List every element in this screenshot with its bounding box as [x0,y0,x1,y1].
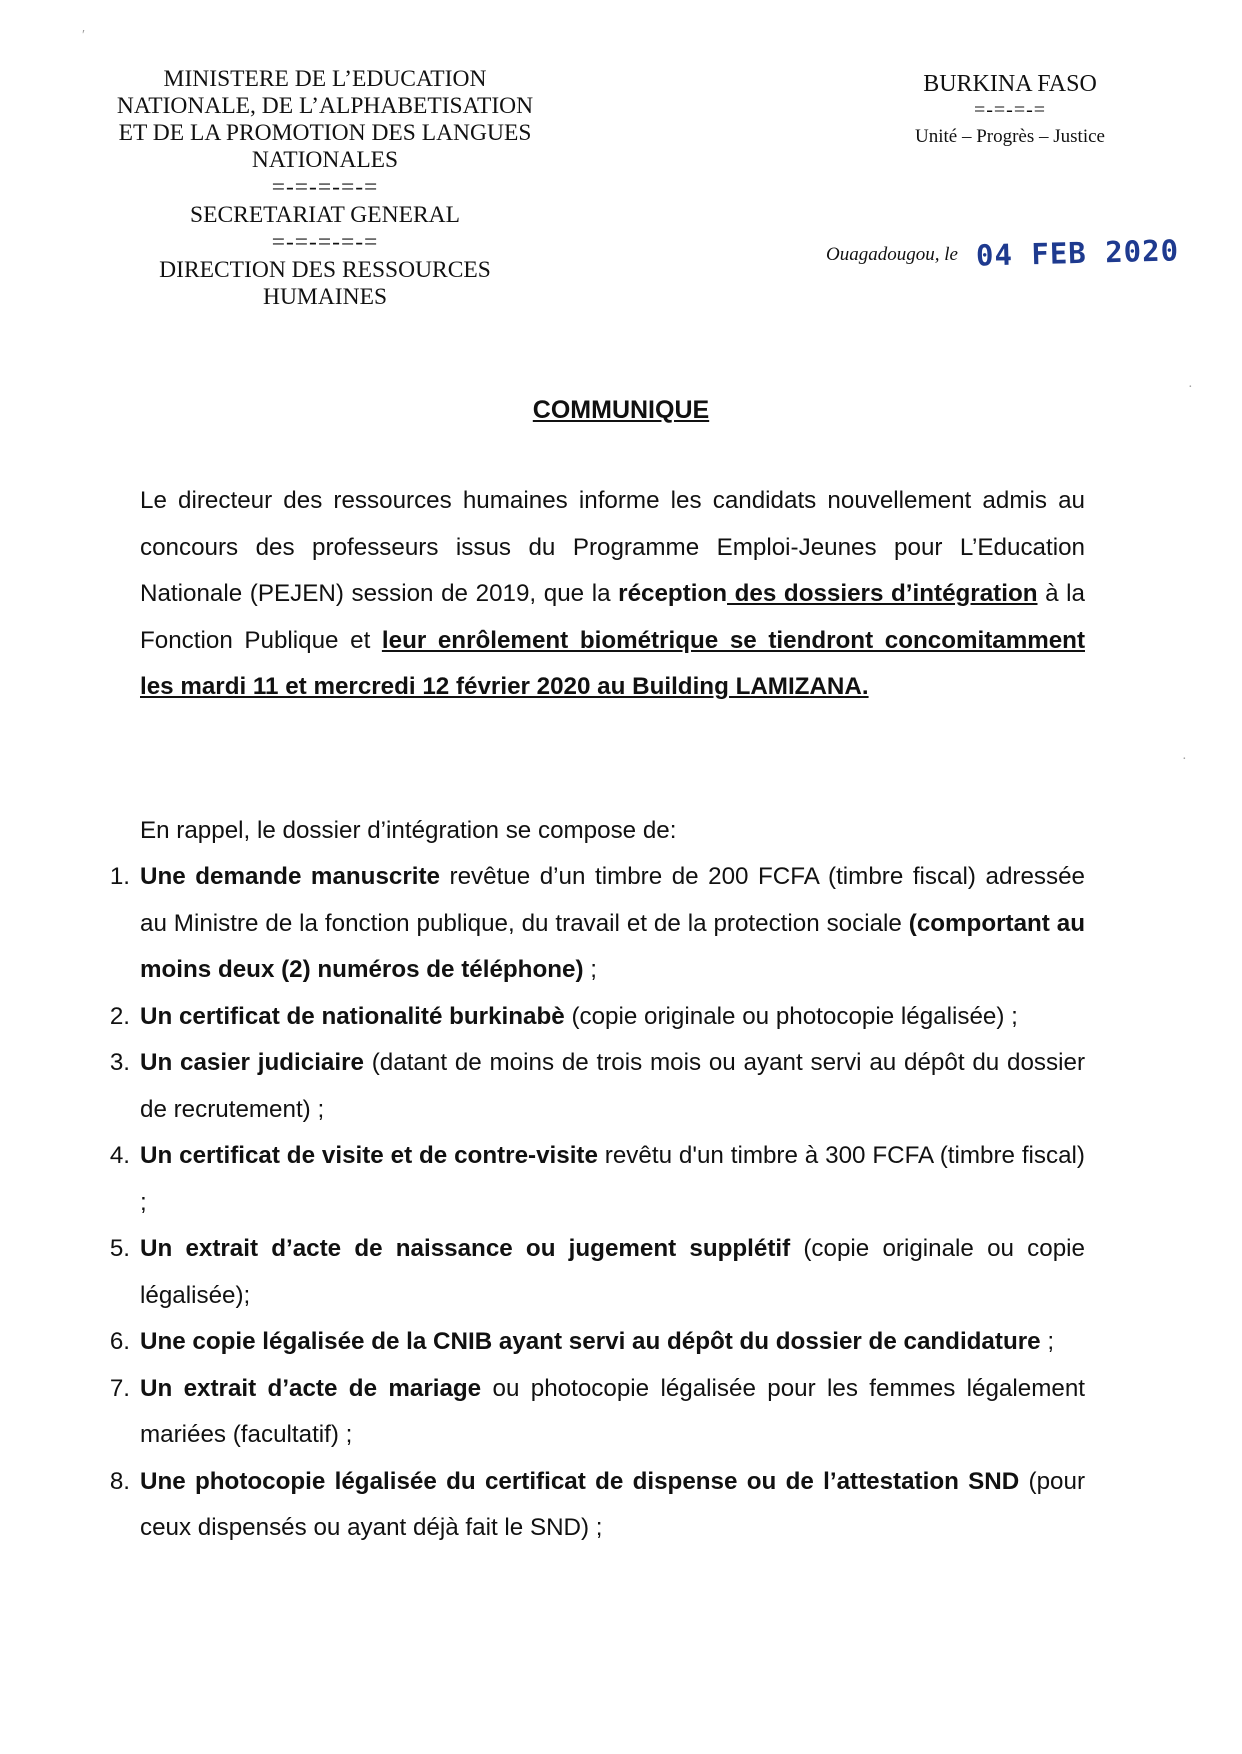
item-bold-text: Un extrait d’acte de naissance ou jugement supplétif [140,1235,791,1262]
paragraph-bold-underlined-text: leur enrôlement biométrique se tiendront concomitamment les mardi 11 et mercredi 12 février 2020 au Building LAMIZANA. [140,626,1085,700]
ministry-header [70,66,580,311]
item-bold-text: (comportant au moins deux (2) numéros de téléphone) [140,909,1085,983]
ministry-name-line: NATIONALES [251,147,399,173]
list-item [109,994,1085,1041]
ministry-name-line: MINISTERE DE L’EDUCATION [163,66,487,92]
header-separator: =-=-=-=-= [271,229,379,255]
item-bold-text: Un extrait d’acte de mariage [140,1374,482,1402]
list-item [109,1319,1085,1366]
item-text: (pour ceux dispensés ou ayant déjà fait le SND) ; [140,1467,1085,1541]
paragraph-text: à la Fonction Publique et [140,580,1085,654]
communique-paragraph [140,478,1085,711]
header-separator: =-=-=-=-= [271,174,379,200]
item-bold-text: Une photocopie légalisée du certificat de dispense ou de l’attestation SND [140,1467,1020,1495]
list-item [109,1226,1085,1319]
item-text: ou photocopie légalisée pour les femmes légalement mariées (facultatif) ; [140,1374,1085,1448]
dossier-requirements-list [109,854,1086,1552]
ministry-name-line: ET DE LA PROMOTION DES LANGUES [118,120,532,146]
item-bold-text: Un certificat de nationalité burkinabè [140,1002,565,1030]
item-text: revêtu d'un timbre à 300 FCFA (timbre fiscal) ; [140,1142,1085,1216]
item-bold-text: Un certificat de visite et de contre-visite [140,1142,598,1169]
list-item [109,1040,1085,1133]
document-title: COMMUNIQUE [532,396,710,424]
direction-name-line: HUMAINES [262,284,388,310]
item-text: revêtue d’un timbre de 200 FCFA (timbre fiscal) adressée au Ministre de la fonction publique, du travail et de la protection sociale [140,863,1086,937]
item-bold-text: Une copie légalisée de la CNIB ayant servi au dépôt du dossier de candidature [140,1328,1041,1355]
list-item [109,854,1086,994]
country-name: BURKINA FASO [923,71,1097,97]
direction-name-line: DIRECTION DES RESSOURCES [159,257,491,283]
item-number: 6. [109,1328,130,1355]
item-number: 4. [109,1142,130,1169]
paragraph-text: Le directeur des ressources humaines informe les candidats nouvellement admis au concours des professeurs issus du Programme Emploi-Jeunes pour L’Education Nationale (PEJEN) session de 2019, que la [140,487,1085,607]
scan-speck: ′ [82,28,86,43]
paragraph-bold-underlined-text: des dossiers d’intégration [727,580,1038,607]
item-number: 7. [109,1374,130,1402]
list-item [109,1459,1085,1552]
paragraph-bold-text: réception [618,580,728,607]
item-number: 1. [109,863,130,890]
list-intro: En rappel, le dossier d’intégration se compose de: [140,817,677,844]
country-separator: =-=-=-= [973,99,1047,121]
item-number: 8. [109,1467,130,1495]
national-motto: Unité – Progrès – Justice [915,126,1105,147]
list-item [109,1133,1085,1226]
secretariat-name: SECRETARIAT GENERAL [190,202,460,228]
scan-speck: · [1182,752,1187,767]
date-stamp: 04 FEB 2020 [975,233,1180,273]
list-item [109,1366,1085,1459]
item-text: ; [583,956,597,983]
scan-speck: · [1188,380,1193,395]
item-text: (copie originale ou photocopie légalisée) ; [564,1002,1018,1030]
item-number: 2. [109,1002,130,1030]
item-number: 5. [109,1235,130,1262]
country-header [860,70,1160,150]
item-bold-text: Une demande manuscrite [140,863,440,890]
item-text: (copie originale ou copie légalisée); [140,1235,1085,1309]
item-bold-text: Un casier judiciaire [140,1049,364,1076]
date-place: Ouagadougou, le [826,244,958,265]
ministry-name-line: NATIONALE, DE L’ALPHABETISATION [116,93,534,119]
item-text: ; [1040,1328,1055,1355]
item-text: (datant de moins de trois mois ou ayant servi au dépôt du dossier de recrutement) ; [140,1049,1085,1123]
item-number: 3. [109,1049,130,1076]
